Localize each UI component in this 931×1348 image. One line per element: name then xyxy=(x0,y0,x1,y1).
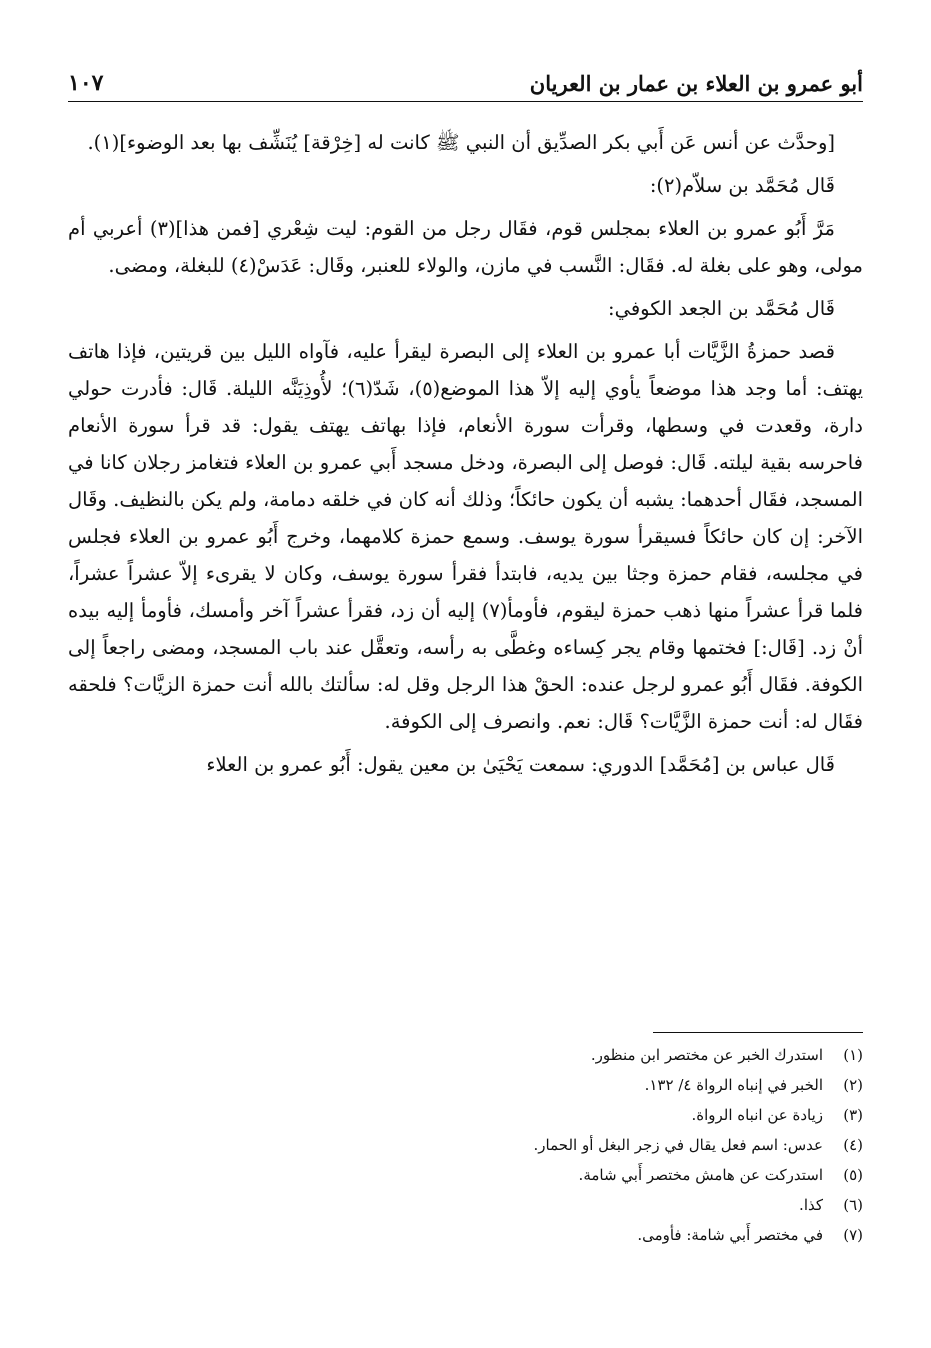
footnote-item xyxy=(68,1070,863,1100)
footnote-number: (٣) xyxy=(843,1106,863,1124)
page-number: ١٠٧ xyxy=(68,70,104,96)
footnote-text: استدركت عن هامش مختصر أَبي شامة. xyxy=(578,1166,823,1184)
footnote-text: استدرك الخبر عن مختصر ابن منظور. xyxy=(590,1046,823,1064)
footnote-number: (١) xyxy=(843,1046,863,1064)
footnote-number: (٤) xyxy=(843,1136,863,1154)
footnote-text: عدس: اسم فعل يقال في زجر البغل أو الحمار. xyxy=(533,1136,823,1154)
footnote-number: (٦) xyxy=(843,1196,863,1214)
footnote-number: (٢) xyxy=(843,1076,863,1094)
footnote-item xyxy=(68,1040,863,1070)
header-divider xyxy=(68,101,863,102)
narrator-line-ibn-sallam: قَال مُحَمَّد بن سلاّم(٢): xyxy=(649,174,835,197)
footnote-item xyxy=(68,1160,863,1190)
footnote-text: زيادة عن انباه الرواة. xyxy=(691,1106,823,1124)
footnote-text: في مختصر أَبي شامة: فأومى. xyxy=(637,1226,823,1244)
footnotes xyxy=(68,1040,863,1250)
footnote-number: (٧) xyxy=(843,1226,863,1244)
footnote-item xyxy=(68,1130,863,1160)
footnote-item xyxy=(68,1100,863,1130)
footnote-item xyxy=(68,1190,863,1220)
running-title: أبو عمرو بن العلاء بن عمار بن العريان xyxy=(529,71,863,96)
paragraph-hadith: [وحدَّث عن أنس عَن أَبي بكر الصدِّيق أن النبي ﷺ كانت له [خِرْقة] يُنَشِّف بها بعد الوضوء](١). xyxy=(87,131,835,154)
footnote-text: كذا. xyxy=(799,1196,823,1214)
footnote-divider xyxy=(653,1032,863,1033)
paragraph-abbas-duri: قَال عباس بن [مُحَمَّد] الدوري: سمعت يَحْيَىٰ بن معين يقول: أَبُو عمرو بن العلاء xyxy=(206,753,835,776)
page-header xyxy=(68,62,863,96)
footnote-item xyxy=(68,1220,863,1250)
narrator-line-ibn-al-jad: قَال مُحَمَّد بن الجعد الكوفي: xyxy=(608,297,835,320)
main-text xyxy=(68,124,863,789)
paragraph-mule-story: مَرَّ أَبُو عمرو بن العلاء بمجلس قوم، فقَال رجل من القوم: ليت شِعْري [فمن هذا](٣) أعربي أم مولى، وهو على بغلة له. فقَال: النَّسب في مازن، والولاء للعنبر، وقَال: عَدَسْ(٤) للبغلة، ومضى. xyxy=(68,217,863,277)
paragraph-hamza-story: قصد حمزةُ الزَّيَّات أبا عمرو بن العلاء إلى البصرة ليقرأ عليه، فآواه الليل بين قريتين، فإذا هاتف يهتف: أما وجد هذا موضعاً يأوي إليه إلاّ هذا الموضع(٥)، شَدّ(٦)؛ لأُوذِيَنَّه الليلة. قَال: فأدرت حولي دارة، وقعدت في وسطها، وقرأت سورة الأنعام، فإذا بهاتف يهتف يقول: قد قرأ سورة الأنعام فاحرسه بقية ليلته. قَال: فوصل إلى البصرة، ودخل مسجد أَبي عمرو بن العلاء فتغامز رجلان كانا في المسجد، فقَال أحدهما: يشبه أن يكون حائكاً؛ وذلك أنه كان في خلقه دمامة، ولم يكن بالنظيف. وقَال الآخر: إن كان حائكاً فسيقرأ سورة يوسف. وسمع حمزة كلامهما، وخرج أَبُو عمرو بن العلاء فجلس في مجلسه، فقام حمزة وجثا بين يديه، فابتدأ فقرأ سورة يوسف، وكان لا يقرىء إلاّ عشراً عشراً، فلما قرأ عشراً منها ذهب حمزة ليقوم، فأومأ(٧) إليه أن زد، فقرأ عشراً آخر وأمسك، فأومأ إليه بيده أنْ زد. [قَال:] فختمها وقام يجر كِساءه وغطَّى به رأسه، وتعقَّل عند باب المسجد، ومضى راجعاً إلى الكوفة. فقَال أَبُو عمرو لرجل عنده: الحقْ هذا الرجل وقل له: سألتك بالله أنت حمزة الزيَّات؟ فلحقه فقَال له: أنت حمزة الزَّيَّات؟ قَال: نعم. وانصرف إلى الكوفة. xyxy=(68,340,864,733)
footnote-text: الخبر في إنباه الرواة ٤/ ١٣٢. xyxy=(644,1076,823,1094)
footnote-number: (٥) xyxy=(843,1166,863,1184)
